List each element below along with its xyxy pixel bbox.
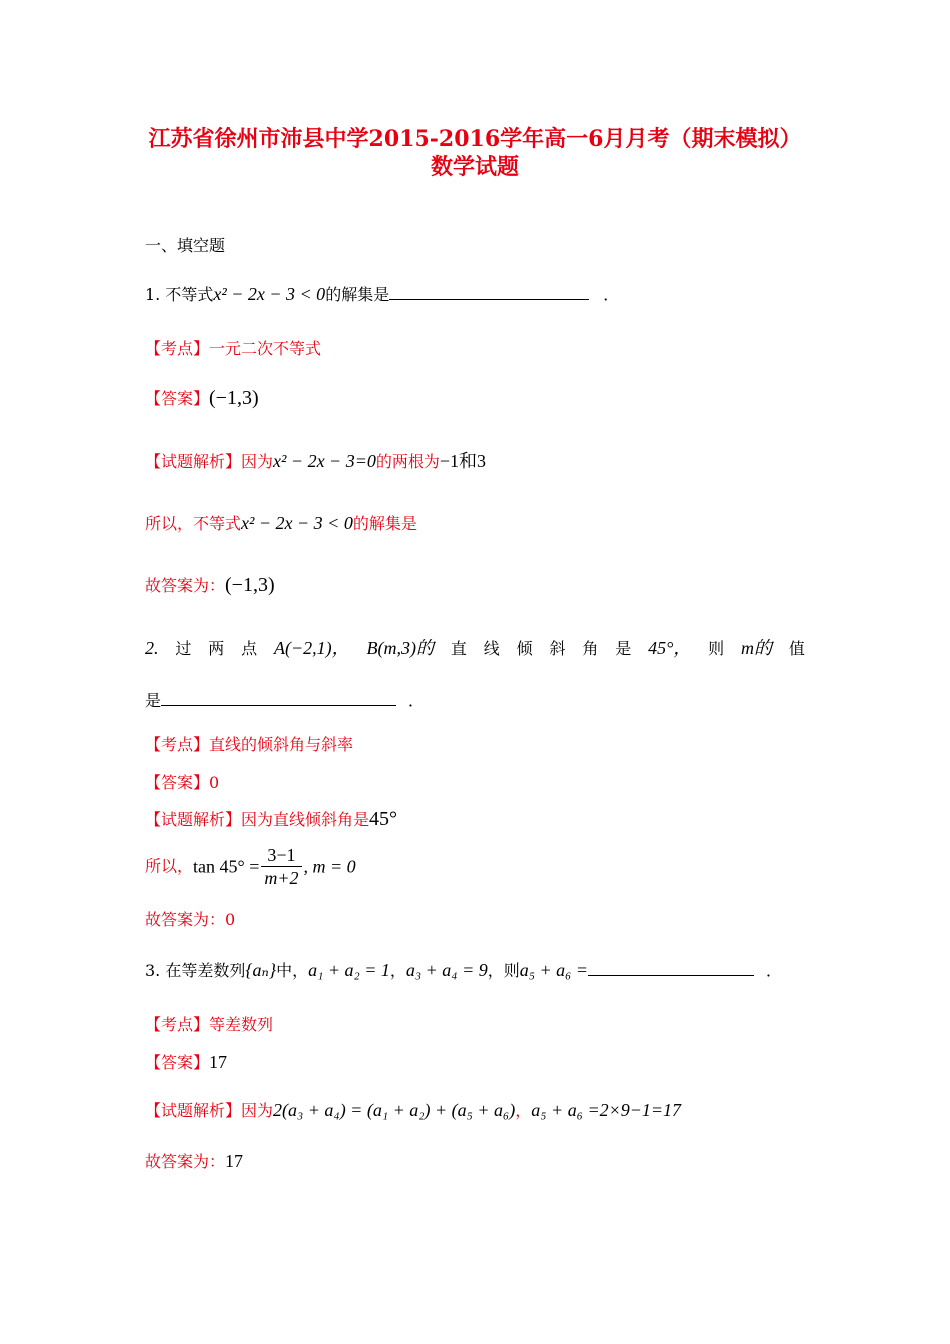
answer-blank xyxy=(389,285,589,300)
sequence-notation: {aₙ} xyxy=(245,960,277,980)
q2-final-line xyxy=(145,909,235,931)
answer-tag: 【答案】 xyxy=(145,389,210,408)
point-tag: 【考点】 xyxy=(145,339,210,358)
fraction xyxy=(261,844,301,889)
so-pre: 所以， xyxy=(145,856,194,876)
question-2-token: 点 xyxy=(241,639,258,658)
answer-blank xyxy=(588,961,754,976)
analysis-pre: 因为 xyxy=(241,452,274,471)
final-value: 17 xyxy=(225,1151,244,1171)
question-2-token: A(−2,1)， xyxy=(273,638,350,658)
final-pre: 故答案为： xyxy=(145,576,226,595)
so-suffix: 的解集是 xyxy=(352,514,417,533)
analysis-mid: 的两根为 xyxy=(375,452,440,471)
q1-point-line xyxy=(145,338,321,360)
q2-answer-line xyxy=(145,772,219,794)
q1-answer-line xyxy=(145,387,259,410)
analysis-math: 2(a₃ + a₄) = (a₁ + a₂) + (a₅ + a₆) xyxy=(273,1100,516,1120)
so-math-right: , m = 0 xyxy=(303,856,356,877)
point-tag: 【考点】 xyxy=(145,735,210,754)
question-2-token: 斜 xyxy=(549,639,566,658)
answer-tag: 【答案】 xyxy=(145,773,210,792)
question-3-comma: ， xyxy=(389,961,406,980)
question-2-token: 是 xyxy=(615,639,632,658)
question-2-token: B(m,3)的 xyxy=(366,638,434,658)
analysis-math-2: a₅ + a₆ =2×9−1=17 xyxy=(531,1100,682,1120)
answer-value: 17 xyxy=(209,1052,228,1072)
analysis-tag: 【试题解析】 xyxy=(145,810,242,829)
q1-so-line xyxy=(145,512,417,535)
point-text: 等差数列 xyxy=(209,1015,274,1034)
question-3-prefix: 3. 在等差数列 xyxy=(145,961,246,980)
q1-final-line xyxy=(145,574,275,597)
question-3-end: ． xyxy=(766,961,783,980)
section-heading: 一、填空题 xyxy=(145,236,226,255)
question-2-token: 45°， xyxy=(648,638,692,658)
final-value: (−1,3) xyxy=(225,574,275,596)
question-3-mid2: ，则 xyxy=(487,961,520,980)
point-text: 一元二次不等式 xyxy=(209,339,322,358)
question-1-end: ． xyxy=(603,285,620,304)
analysis-sep: ， xyxy=(515,1101,532,1120)
analysis-roots: −1和3 xyxy=(439,451,487,471)
answer-value: (−1,3) xyxy=(209,387,259,409)
question-2-pre: 是 xyxy=(145,691,162,710)
question-2-token: 线 xyxy=(483,639,500,658)
analysis-math: 45° xyxy=(369,808,398,830)
q3-point-line xyxy=(145,1014,273,1036)
analysis-text: 因为直线倾斜角是 xyxy=(241,810,370,829)
question-3 xyxy=(145,959,782,982)
analysis-math: x² − 2x − 3=0 xyxy=(273,451,376,471)
q3-final-line xyxy=(145,1150,243,1173)
so-math-left: tan 45° = xyxy=(193,856,260,877)
question-2-token: 2. xyxy=(145,638,159,658)
q2-so-line xyxy=(145,844,356,889)
question-3-mid1: 中， xyxy=(276,961,309,980)
answer-blank xyxy=(161,691,396,706)
q1-analysis-line xyxy=(145,450,486,473)
q2-point-line xyxy=(145,734,353,756)
fraction-denominator: m+2 xyxy=(264,868,299,888)
question-1-suffix: 的解集是 xyxy=(325,285,390,304)
question-1-prefix: 1. 不等式 xyxy=(145,285,214,304)
fraction-numerator: 3−1 xyxy=(261,844,301,867)
question-1 xyxy=(145,283,619,306)
question-2-token: 过 xyxy=(175,639,192,658)
q3-answer-line xyxy=(145,1051,227,1074)
answer-tag: 【答案】 xyxy=(145,1053,210,1072)
question-2-end: ． xyxy=(408,691,425,710)
question-2-token: 值 xyxy=(788,639,805,658)
question-2-line1 xyxy=(145,637,805,660)
answer-value: 0 xyxy=(209,773,220,792)
condition-2: a₃ + a₄ = 9 xyxy=(405,960,488,980)
point-tag: 【考点】 xyxy=(145,1015,210,1034)
condition-1: a₁ + a₂ = 1 xyxy=(308,960,390,980)
final-pre: 故答案为： xyxy=(145,910,226,929)
q2-analysis-line xyxy=(145,808,397,831)
question-2-line2 xyxy=(145,690,424,712)
question-1-math: x² − 2x − 3 < 0 xyxy=(213,284,326,304)
target-expression: a₅ + a₆ = xyxy=(519,960,589,980)
document-subtitle: 数学试题 xyxy=(430,154,519,180)
analysis-tag: 【试题解析】 xyxy=(145,452,242,471)
q3-analysis-line xyxy=(145,1099,681,1122)
so-math: x² − 2x − 3 < 0 xyxy=(241,513,353,533)
final-value: 0 xyxy=(225,910,236,929)
point-text: 直线的倾斜角与斜率 xyxy=(209,735,354,754)
document-title: 江苏省徐州市沛县中学2015-2016学年高一6月月考（期末模拟） xyxy=(148,126,802,152)
question-2-token: 则 xyxy=(708,639,725,658)
final-pre: 故答案为： xyxy=(145,1152,226,1171)
question-2-token: 角 xyxy=(582,639,599,658)
analysis-tag: 【试题解析】 xyxy=(145,1101,242,1120)
question-2-token: m的 xyxy=(741,638,773,658)
question-2-token: 直 xyxy=(450,639,467,658)
question-2-token: 两 xyxy=(208,639,225,658)
analysis-pre: 因为 xyxy=(241,1101,274,1120)
question-2-tokens xyxy=(145,637,805,660)
so-pre: 所以，不等式 xyxy=(145,514,242,533)
question-2-token: 倾 xyxy=(516,639,533,658)
